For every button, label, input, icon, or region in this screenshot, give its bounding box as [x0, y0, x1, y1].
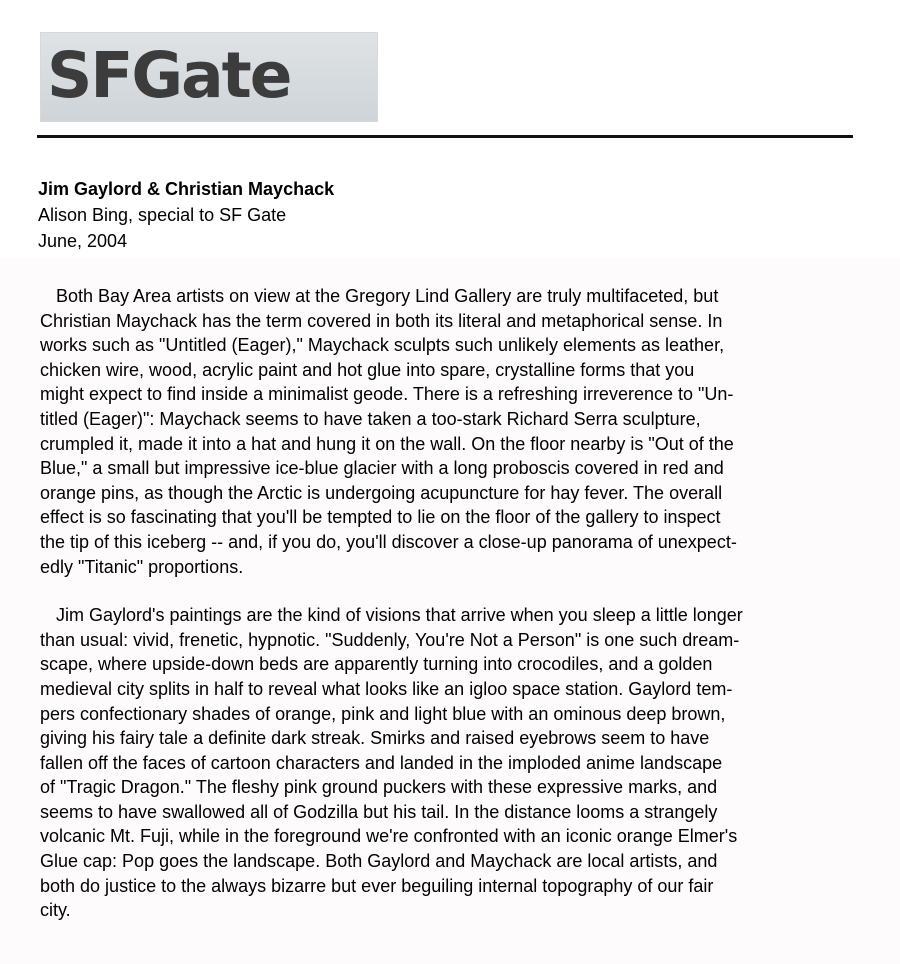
text-line: pers confectionary shades of orange, pink and light blue with an ominous deep brown, — [40, 703, 726, 724]
logo-wordmark: SFGate — [47, 38, 291, 112]
text-line: city. — [40, 900, 71, 921]
article-headline: Jim Gaylord & Christian Maychack — [38, 179, 335, 199]
text-line: works such as "Untitled (Eager)," Maychack sculpts such unlikely elements as leather, — [40, 335, 725, 356]
article-date: June, 2004 — [38, 231, 128, 251]
text-line: giving his fairy tale a definite dark streak. Smirks and raised eyebrows seem to have — [40, 728, 710, 749]
text-line: Glue cap: Pop goes the landscape. Both Gaylord and Maychack are local artists, and — [40, 851, 718, 872]
article-body — [40, 284, 880, 947]
text-line: Christian Maychack has the term covered in both its literal and metaphorical sense. In — [40, 310, 723, 331]
text-line: Both Bay Area artists on view at the Gregory Lind Gallery are truly multifaceted, but — [56, 286, 719, 306]
text-line: crumpled it, made it into a hat and hung it on the wall. On the floor nearby is "Out of the — [40, 433, 734, 454]
text-line: Blue," a small but impressive ice-blue glacier with a long proboscis covered in red and — [40, 458, 724, 479]
text-line: scape, where upside-down beds are apparently turning into crocodiles, and a golden — [40, 654, 713, 675]
text-line: chicken wire, wood, acrylic paint and hot glue into spare, crystalline forms that you — [40, 359, 695, 380]
paragraph-2 — [40, 603, 880, 923]
text-line: might expect to find inside a minimalist geode. There is a refreshing irreverence to "Un- — [40, 384, 734, 405]
text-line: the tip of this iceberg -- and, if you do, you'll discover a close-up panorama of unexpect- — [40, 531, 737, 552]
article-byline: Alison Bing, special to SF Gate — [38, 205, 287, 225]
text-line: Jim Gaylord's paintings are the kind of visions that arrive when you sleep a little longer — [56, 605, 743, 626]
text-line: effect is so fascinating that you'll be tempted to lie on the floor of the gallery to inspect — [40, 507, 721, 528]
text-line: fallen off the faces of cartoon characters and landed in the imploded anime landscape — [40, 752, 723, 773]
text-line: seems to have swallowed all of Godzilla but his tail. In the distance looms a strangely — [40, 801, 718, 822]
text-line: orange pins, as though the Arctic is undergoing acupuncture for hay fever. The overall — [40, 482, 723, 503]
sfgate-logo[interactable] — [40, 32, 378, 122]
text-line: edly "Titanic" proportions. — [40, 556, 244, 577]
masthead-divider — [37, 135, 853, 138]
text-line: than usual: vivid, frenetic, hypnotic. "Suddenly, You're Not a Person" is one such dream- — [40, 629, 740, 650]
text-line: volcanic Mt. Fuji, while in the foreground we're confronted with an iconic orange Elmer's — [40, 826, 738, 847]
article-header — [38, 176, 334, 254]
text-line: medieval city splits in half to reveal what looks like an igloo space station. Gaylord tem- — [40, 678, 733, 699]
text-line: titled (Eager)": Maychack seems to have taken a too-stark Richard Serra sculpture, — [40, 408, 701, 429]
paragraph-1 — [40, 284, 880, 579]
text-line: of "Tragic Dragon." The fleshy pink ground puckers with these expressive marks, and — [40, 777, 718, 798]
text-line: both do justice to the always bizarre but ever beguiling internal topography of our fair — [40, 875, 714, 896]
